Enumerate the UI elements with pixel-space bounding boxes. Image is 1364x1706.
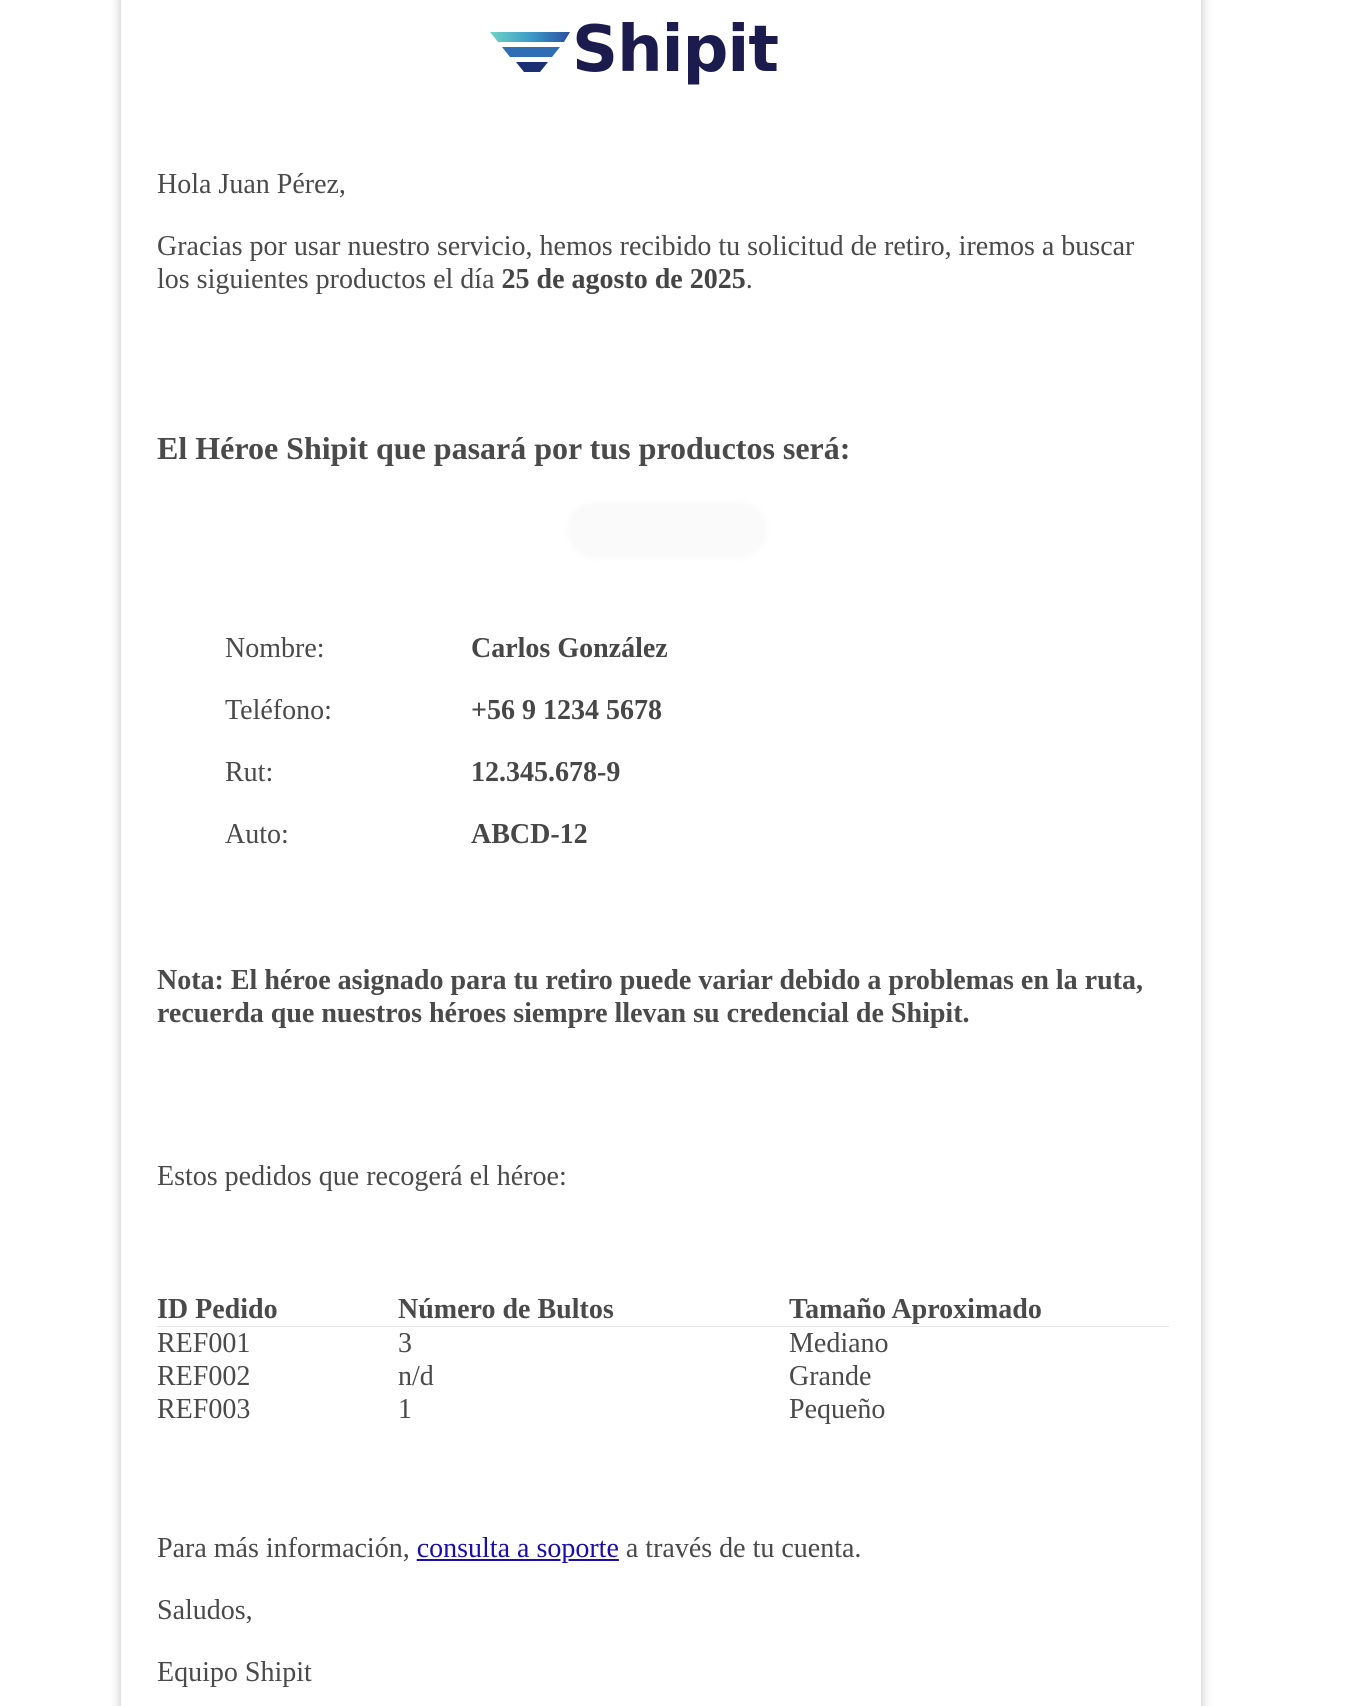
table-row	[157, 1393, 1169, 1426]
orders-intro: Estos pedidos que recogerá el héroe:	[157, 1161, 567, 1192]
order-id-cell: REF001	[157, 1328, 251, 1359]
table-row	[157, 1360, 1169, 1393]
detail-value-car: ABCD-12	[471, 819, 588, 850]
footer-info-before: Para más información,	[157, 1533, 417, 1564]
intro-text: Gracias por usar nuestro servicio, hemos recibido tu solicitud de retiro, iremos a buscar los siguientes productos el día	[157, 231, 1135, 295]
order-size-cell: Pequeño	[789, 1394, 886, 1425]
hero-detail-row-phone	[225, 680, 668, 742]
detail-value-phone: +56 9 1234 5678	[471, 695, 662, 726]
detail-label: Nombre:	[225, 633, 325, 664]
greeting: Hola Juan Pérez,	[157, 169, 346, 200]
footer-info-after: a través de tu cuenta.	[618, 1533, 862, 1564]
hero-details-table	[225, 618, 668, 866]
note-paragraph: Nota: El héroe asignado para tu retiro puede variar debido a problemas en la ruta, recuerda que nuestros héroes siempre llevan su credencial de Shipit.	[157, 965, 1143, 1029]
order-size-cell: Mediano	[789, 1328, 889, 1359]
footer-info	[157, 1532, 861, 1565]
detail-value-rut: 12.345.678-9	[471, 757, 621, 788]
column-header-id: ID Pedido	[157, 1293, 398, 1327]
intro-end: .	[745, 264, 753, 295]
detail-value-name: Carlos González	[471, 633, 668, 664]
shipit-wing-icon	[490, 29, 570, 75]
support-link[interactable]: consulta a soporte	[416, 1533, 619, 1564]
signature: Equipo Shipit	[157, 1657, 312, 1688]
hero-photo-placeholder	[567, 502, 767, 558]
column-header-bultos: Número de Bultos	[398, 1293, 789, 1327]
table-row	[157, 1327, 1169, 1361]
shipit-logo	[490, 13, 778, 100]
pickup-date: 25 de agosto de 2025	[501, 264, 746, 295]
order-size-cell: Grande	[789, 1361, 872, 1392]
orders-header-row	[157, 1293, 1169, 1327]
email-card	[121, 0, 1201, 1706]
order-bultos-cell: 3	[398, 1328, 412, 1359]
order-id-cell: REF002	[157, 1361, 251, 1392]
hero-detail-row-car	[225, 804, 668, 866]
orders-table	[157, 1293, 1169, 1426]
order-id-cell: REF003	[157, 1394, 251, 1425]
hero-heading: El Héroe Shipit que pasará por tus productos será:	[157, 430, 851, 466]
closing-greeting: Saludos,	[157, 1595, 253, 1626]
shipit-logo-text: Shipit	[572, 13, 778, 87]
hero-detail-row-rut	[225, 742, 668, 804]
intro-paragraph	[157, 230, 1169, 296]
order-bultos-cell: n/d	[398, 1361, 434, 1392]
hero-detail-row-name	[225, 618, 668, 680]
order-bultos-cell: 1	[398, 1394, 412, 1425]
detail-label: Auto:	[225, 819, 289, 850]
detail-label: Teléfono:	[225, 695, 332, 726]
column-header-size: Tamaño Aproximado	[789, 1293, 1169, 1327]
detail-label: Rut:	[225, 757, 274, 788]
